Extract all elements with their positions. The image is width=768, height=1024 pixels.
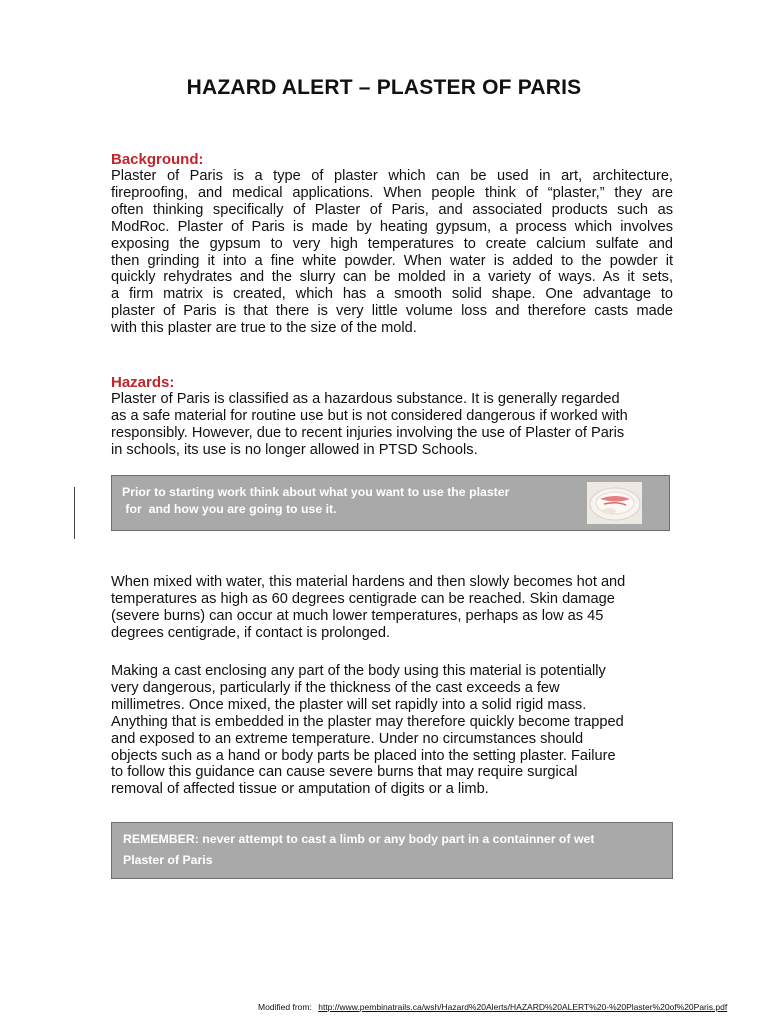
background-line: Plaster of Paris is a type of plaster which can be used in art, architecture, xyxy=(111,168,673,184)
background-line: ModRoc. Plaster of Paris is made by heating gypsum, a process which involves xyxy=(111,218,673,235)
background-line: with this plaster are true to the size of the mold. xyxy=(111,320,417,337)
cast-line: millimetres. Once mixed, the plaster will set rapidly into a solid rigid mass. xyxy=(111,696,587,713)
cast-line: Anything that is embedded in the plaster may therefore quickly become trapped xyxy=(111,713,624,730)
hazards-line: in schools, its use is no longer allowed in PTSD Schools. xyxy=(111,441,478,458)
margin-rule xyxy=(74,487,75,539)
cast-line: objects such as a hand or body parts be placed into the setting plaster. Failure xyxy=(111,747,616,764)
hazards-line: as a safe material for routine use but is not considered dangerous if worked with xyxy=(111,407,628,424)
remember-callout-line: REMEMBER: never attempt to cast a limb or any body part in a containner of wet xyxy=(123,832,595,846)
background-line: a firm matrix is created, which has a smooth solid shape. One advantage to xyxy=(111,286,673,303)
background-line: exposing the gypsum to very high temperatures to create calcium sulfate and xyxy=(111,235,673,252)
remember-callout-line: Plaster of Paris xyxy=(123,853,213,867)
background-line: often thinking specifically of Plaster of Paris, and associated products such as xyxy=(111,201,673,218)
background-line: then grinding it into a fine white powder. When water is added to the powder it xyxy=(111,252,673,269)
background-line: fireproofing, and medical applications. When people think of “plaster,” they are xyxy=(111,184,673,201)
footer-source-link[interactable]: http://www.pembinatrails.ca/wsh/Hazard%20Alerts/HAZARD%20ALERT%20-%20Plaster%20of%20Paris.pdf xyxy=(318,1002,728,1012)
cast-line: removal of affected tissue or amputation of digits or a limb. xyxy=(111,781,489,798)
cast-line: very dangerous, particularly if the thickness of the cast exceeds a few xyxy=(111,679,560,696)
footer-label: Modified from: xyxy=(258,1002,312,1012)
hazards-line: responsibly. However, due to recent injuries involving the use of Plaster of Paris xyxy=(111,424,625,441)
background-paragraph xyxy=(111,168,673,337)
plaster-cast-photo-icon xyxy=(587,482,642,524)
cast-line: Making a cast enclosing any part of the body using this material is potentially xyxy=(111,663,606,679)
document-title: HAZARD ALERT – PLASTER OF PARIS xyxy=(186,76,582,99)
heat-line: temperatures as high as 60 degrees centigrade can be reached. Skin damage xyxy=(111,590,615,607)
background-line: plaster of Paris is that there is very little volume loss and therefore casts made xyxy=(111,303,673,320)
cast-paragraph xyxy=(111,663,673,798)
footer-citation xyxy=(258,1002,727,1012)
heat-line: When mixed with water, this material hardens and then slowly becomes hot and xyxy=(111,574,626,590)
remember-callout-box xyxy=(111,822,673,879)
prior-callout-line: for and how you are going to use it. xyxy=(122,502,337,516)
cast-line: to follow this guidance can cause severe burns that may require surgical xyxy=(111,764,578,781)
hazards-paragraph xyxy=(111,391,673,459)
background-line: quickly rehydrates and the slurry can be molded in a variety of ways. As it sets, xyxy=(111,269,673,286)
heat-paragraph xyxy=(111,574,673,642)
heat-line: degrees centigrade, if contact is prolonged. xyxy=(111,624,391,641)
background-heading: Background: xyxy=(111,151,204,168)
heat-line: (severe burns) can occur at much lower temperatures, perhaps as low as 45 xyxy=(111,607,604,624)
hazards-line: Plaster of Paris is classified as a hazardous substance. It is generally regarded xyxy=(111,391,620,407)
prior-callout-line: Prior to starting work think about what you want to use the plaster xyxy=(122,485,510,499)
cast-line: and exposed to an extreme temperature. Under no circumstances should xyxy=(111,730,584,747)
hazards-heading: Hazards: xyxy=(111,374,175,391)
